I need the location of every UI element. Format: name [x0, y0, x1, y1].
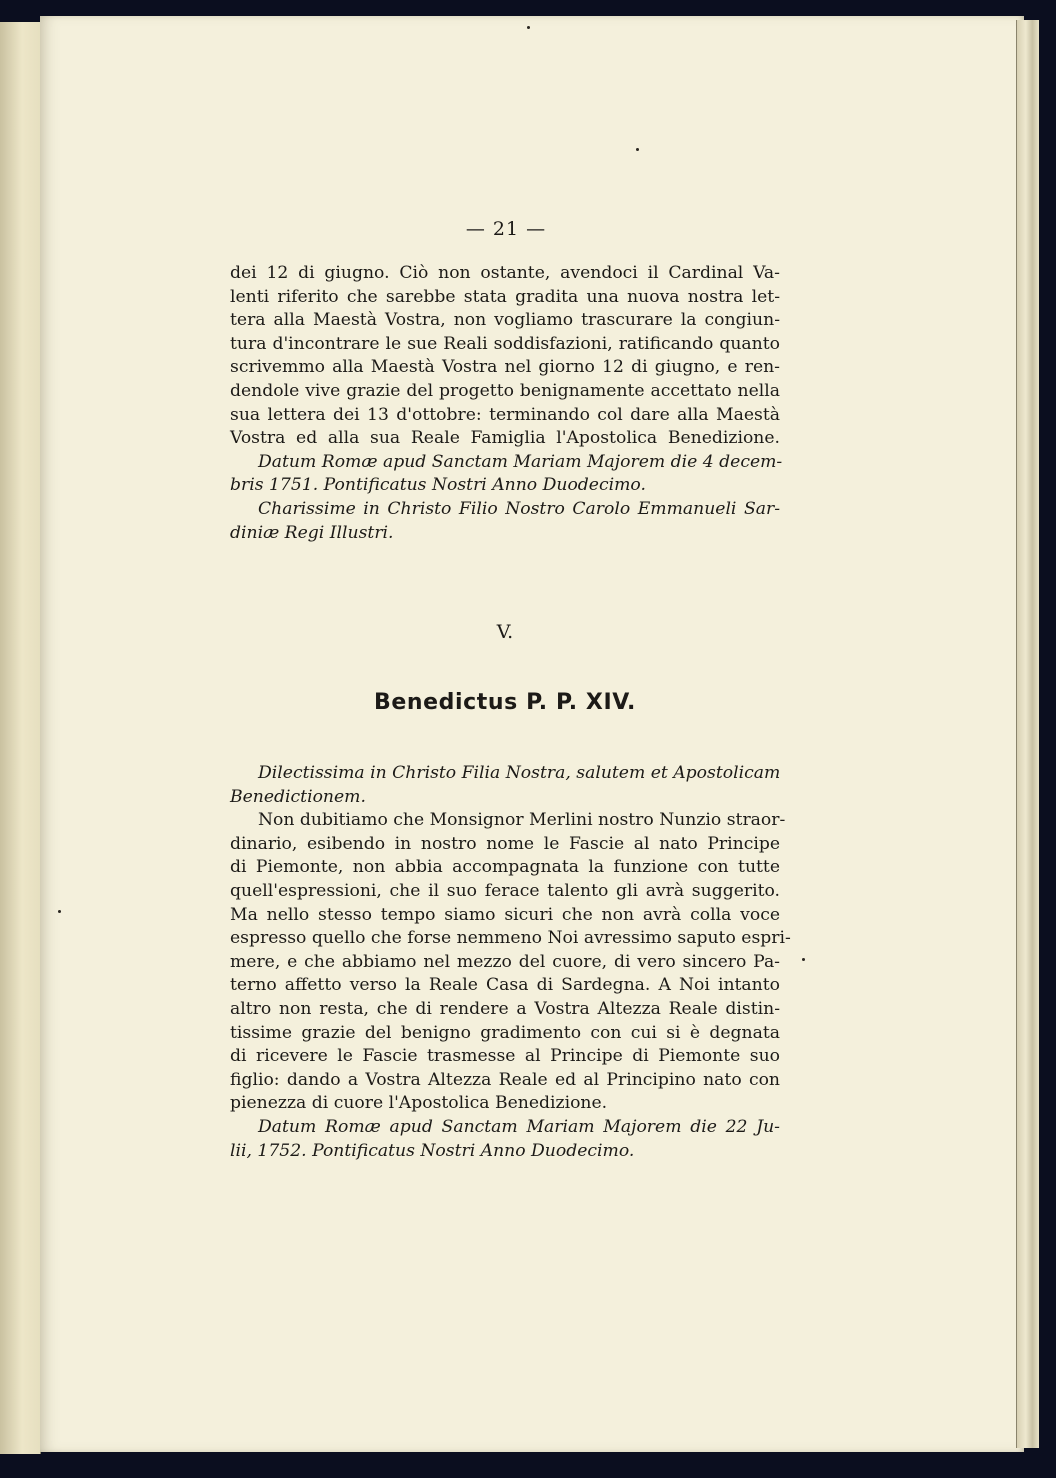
- right-page-edge: [1016, 20, 1039, 1448]
- datum-line: lii, 1752. Pontificatus Nostri Anno Duodecimo.: [230, 1140, 635, 1161]
- text-line: tissime grazie del benigno gradimento con cui si è degnata: [230, 1022, 780, 1043]
- text-line: figlio: dando a Vostra Altezza Reale ed al Principino nato con: [230, 1069, 780, 1090]
- paper-speck: [802, 958, 805, 961]
- address-line: diniæ Regi Illustri.: [230, 522, 394, 543]
- paper-speck: [58, 910, 61, 913]
- text-line: Non dubitiamo che Monsignor Merlini nostro Nunzio straor-: [258, 810, 786, 831]
- text-line: terno affetto verso la Reale Casa di Sardegna. A Noi intanto: [230, 975, 780, 996]
- section-number: V.: [496, 621, 514, 643]
- text-line: dinario, esibendo in nostro nome le Fascie al nato Principe: [230, 833, 780, 854]
- text-line: dei 12 di giugno. Ciò non ostante, avendoci il Cardinal Va-: [230, 263, 780, 283]
- paper-speck: [636, 148, 639, 151]
- text-line: quell'espressioni, che il suo ferace talento gli avrà suggerito.: [230, 880, 780, 901]
- text-line: pienezza di cuore l'Apostolica Benedizione.: [230, 1093, 608, 1114]
- address-line: Charissime in Christo Filio Nostro Carolo Emmanueli Sar-: [258, 498, 780, 519]
- text-line: dendole vive grazie del progetto benignamente accettato nella: [230, 380, 780, 401]
- text-line: espresso quello che forse nemmeno Noi avressimo saputo espri-: [230, 928, 791, 949]
- text-line: sua lettera dei 13 d'ottobre: terminando col dare alla Maestà: [230, 404, 780, 425]
- text-line: Ma nello stesso tempo siamo sicuri che non avrà colla voce: [230, 904, 780, 925]
- text-line: tera alla Maestà Vostra, non vogliamo trascurare la congiun-: [230, 310, 780, 331]
- second-letter: [230, 762, 791, 1163]
- left-page-edge: [0, 22, 41, 1454]
- text-line: altro non resta, che di rendere a Vostra Altezza Reale distin-: [230, 998, 780, 1019]
- datum-line: Datum Romæ apud Sanctam Mariam Majorem die 22 Ju-: [258, 1116, 780, 1137]
- datum-line: Datum Romæ apud Sanctam Mariam Majorem die 4 decem-: [258, 451, 783, 472]
- datum-line: bris 1751. Pontificatus Nostri Anno Duodecimo.: [230, 475, 646, 496]
- text-line: di Piemonte, non abbia accompagnata la funzione con tutte: [230, 857, 780, 878]
- text-line: di ricevere le Fascie trasmesse al Principe di Piemonte suo: [230, 1046, 780, 1067]
- salutation-line: Benedictionem.: [230, 786, 366, 807]
- page-number: — 21 —: [465, 218, 547, 240]
- text-line: Vostra ed alla sua Reale Famiglia l'Apostolica Benedizione.: [230, 428, 780, 449]
- letter-heading: Benedictus P. P. XIV.: [373, 690, 637, 715]
- salutation-line: Dilectissima in Christo Filia Nostra, salutem et Apostolicam: [258, 763, 781, 783]
- text-line: tura d'incontrare le sue Reali soddisfazioni, ratificando quanto: [230, 333, 780, 354]
- text-line: mere, e che abbiamo nel mezzo del cuore, di vero sincero Pa-: [230, 951, 780, 972]
- first-letter: [230, 262, 783, 545]
- text-line: scrivemmo alla Maestà Vostra nel giorno 12 di giugno, e ren-: [230, 357, 780, 378]
- paper-speck: [527, 26, 530, 29]
- text-line: lenti riferito che sarebbe stata gradita una nuova nostra let-: [230, 286, 780, 307]
